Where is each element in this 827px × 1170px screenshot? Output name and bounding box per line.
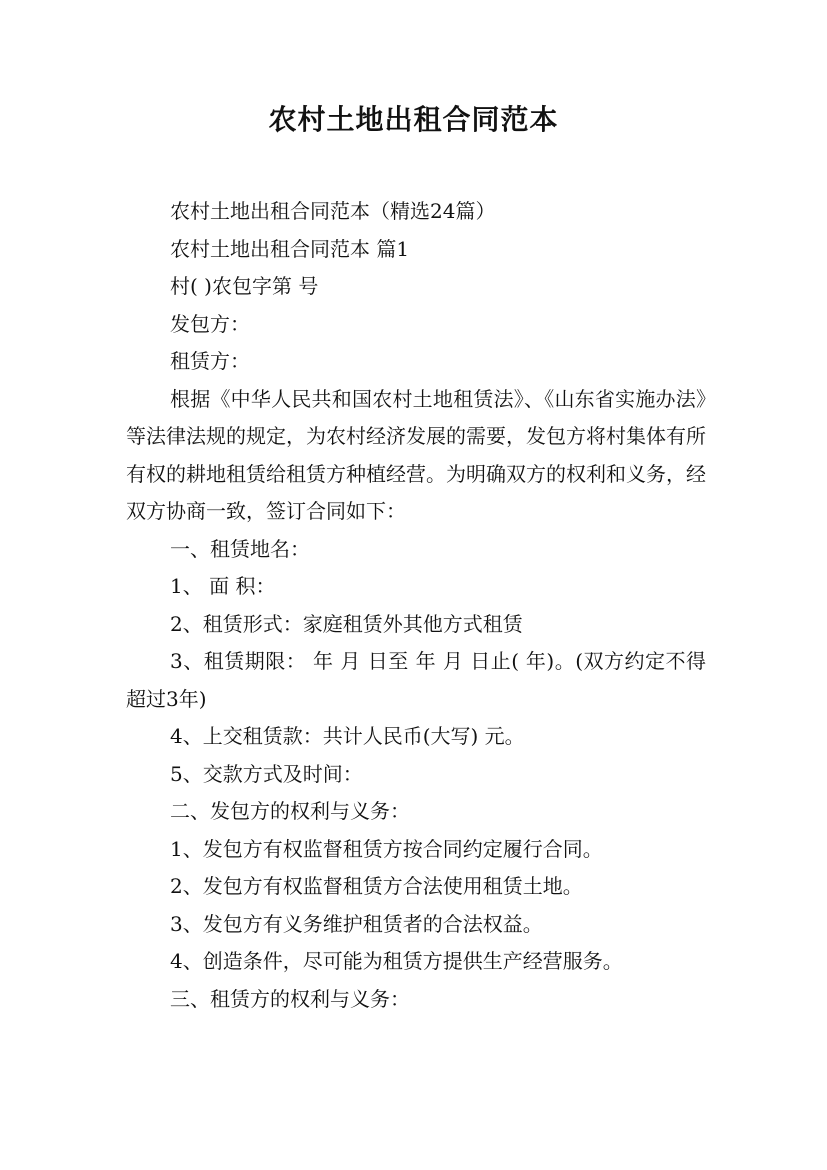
contract-number: 村( )农包字第 号 <box>170 274 319 298</box>
clause-heading-2: 二、发包方的权利与义务： <box>170 799 410 823</box>
clause-item: 1、发包方有权监督租赁方按合同约定履行合同。 <box>170 836 603 861</box>
document-title: 农村土地出租合同范本 <box>268 103 559 136</box>
subtitle-paragraph: 农村土地出租合同范本（精选24篇） <box>170 199 496 223</box>
clause-item: 3、租赁期限： 年 月 日至 年 月 日止( 年)。(双方约定不得超过3年) <box>126 649 706 711</box>
party-b-line: 租赁方： <box>170 349 250 373</box>
clause-item: 5、交款方式及时间： <box>170 761 363 786</box>
clause-heading-1: 一、租赁地名： <box>170 536 310 561</box>
clause-item: 2、租赁形式：家庭租赁外其他方式租赁 <box>170 611 523 636</box>
clause-item: 3、发包方有义务维护租赁者的合法权益。 <box>170 911 543 936</box>
clause-item: 2、发包方有权监督租赁方合法使用租赁土地。 <box>170 874 583 898</box>
clause-item: 4、创造条件，尽可能为租赁方提供生产经营服务。 <box>170 949 623 973</box>
clause-heading-3: 三、租赁方的权利与义务： <box>170 986 410 1011</box>
section-heading: 农村土地出租合同范本 篇1 <box>170 236 410 261</box>
clause-item: 4、上交租赁款：共计人民币(大写) 元。 <box>170 724 525 748</box>
preamble-paragraph: 根据《中华人民共和国农村土地租赁法》、《山东省实施办法》等法律法规的规定，为农村经济发展的需要，发包方将村集体有所有权的耕地租赁给租赁方种植经营。为明确双方的权利和义务，经双方协商一致，签订合同如下： <box>126 386 706 523</box>
document-body <box>126 193 706 1018</box>
party-a-line: 发包方： <box>170 311 250 336</box>
clause-item: 1、 面 积： <box>170 574 276 598</box>
